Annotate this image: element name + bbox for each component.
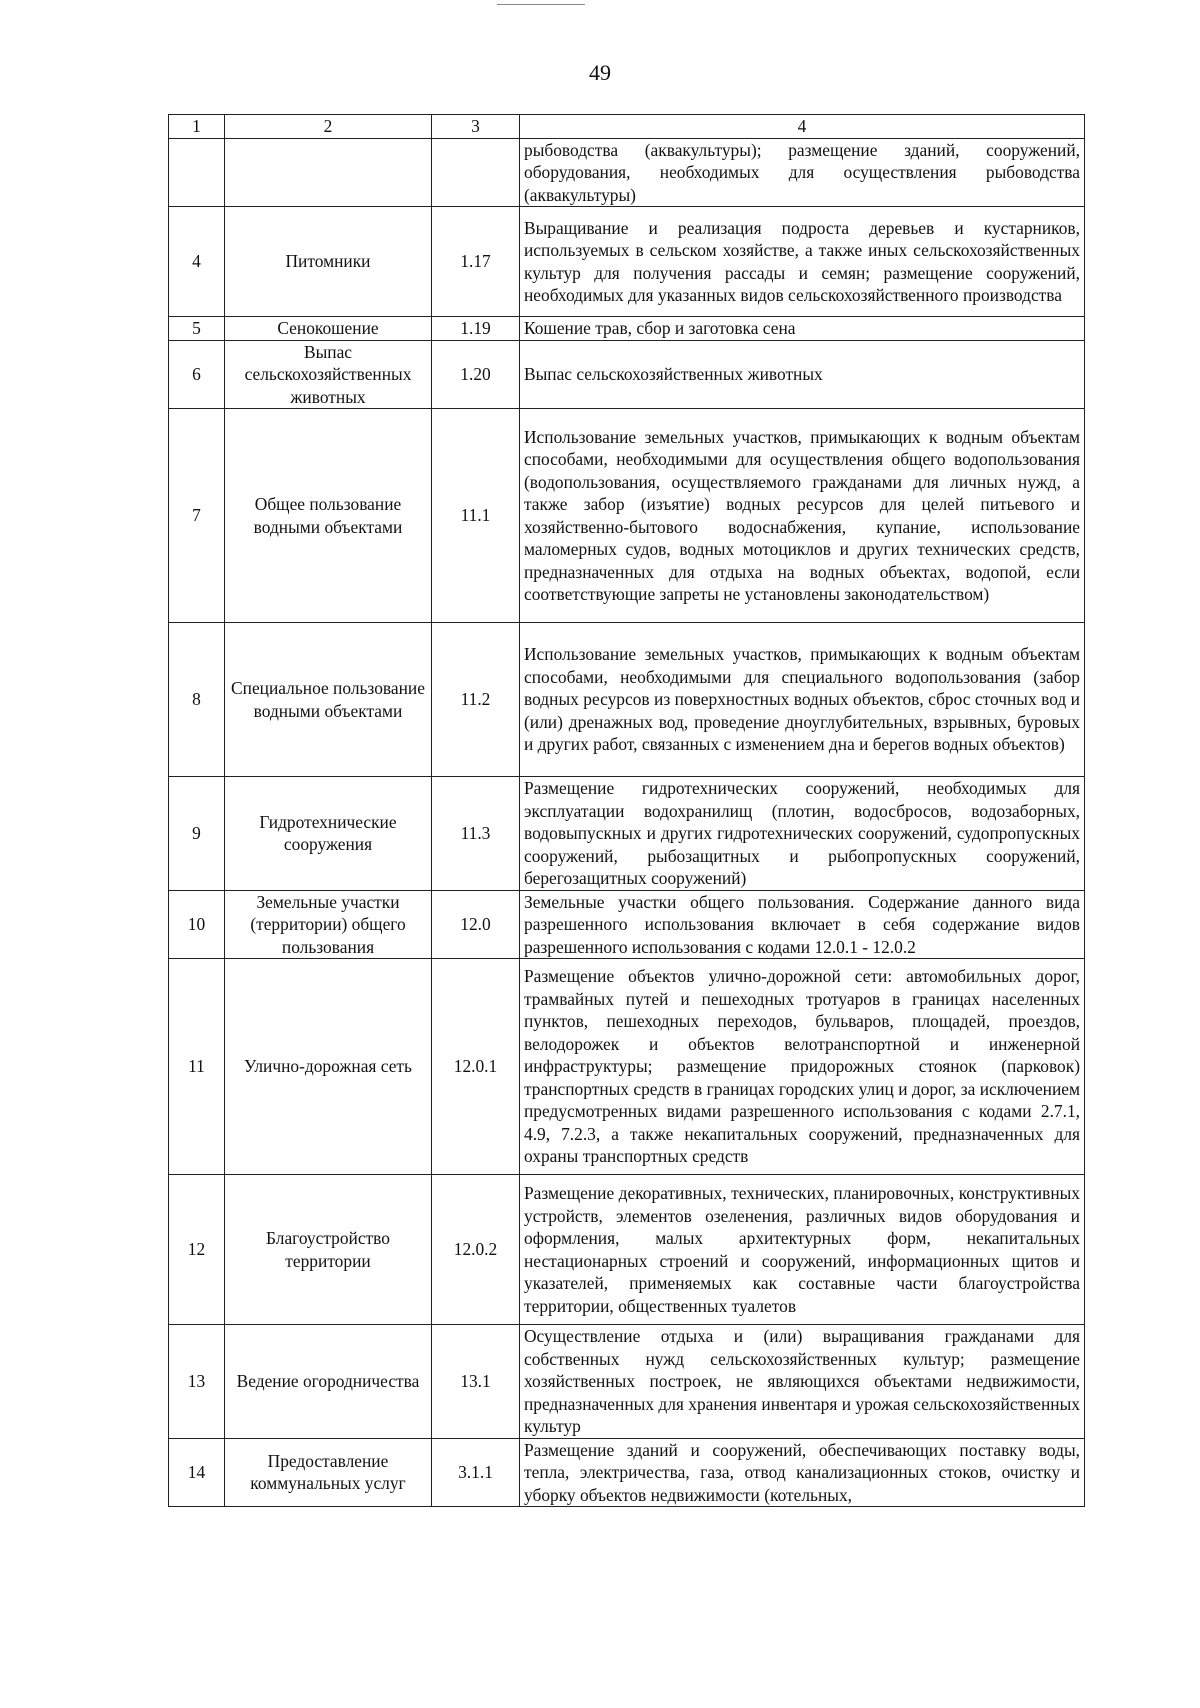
row-number: 6 [169,340,225,409]
land-use-description: Кошение трав, сбор и заготовка сена [520,317,1085,341]
row-number: 12 [169,1175,225,1325]
table-row [169,317,1085,341]
row-number: 4 [169,207,225,317]
land-use-code: 1.17 [432,207,520,317]
land-use-description: Размещение декоративных, технических, планировочных, конструктивных устройств, элементов озеленения, различных видов оборудования и оформления, малых архитектурных форм, некапитальных нестационарных строений и сооружений, информационных щитов и указателей, применяемых как составные части благоустройства территории, общественных туалетов [520,1175,1085,1325]
land-use-name: Специальное пользование водными объектами [225,623,432,777]
land-use-name: Выпас сельскохозяйственных животных [225,340,432,409]
land-use-code: 3.1.1 [432,1438,520,1507]
land-use-description: Осуществление отдыха и (или) выращивания гражданами для собственных нужд сельскохозяйственных культур; размещение хозяйственных построек, не являющихся объектами недвижимости, предназначенных для хранения инвентаря и урожая сельскохозяйственных культур [520,1325,1085,1439]
table-row [169,777,1085,891]
table-row [169,1175,1085,1325]
land-use-name [225,138,432,207]
header-col-1: 1 [169,115,225,139]
row-number: 10 [169,890,225,959]
land-use-name: Гидротехнические сооружения [225,777,432,891]
land-use-description: Выпас сельскохозяйственных животных [520,340,1085,409]
header-col-4: 4 [520,115,1085,139]
land-use-description: Размещение зданий и сооружений, обеспечивающих поставку воды, тепла, электричества, газа, отвод канализационных стоков, очистку и уборку объектов недвижимости (котельных, [520,1438,1085,1507]
land-use-code: 11.2 [432,623,520,777]
land-use-code: 13.1 [432,1325,520,1439]
row-number: 9 [169,777,225,891]
row-number: 7 [169,409,225,623]
land-use-name: Улично-дорожная сеть [225,959,432,1175]
table-row [169,623,1085,777]
land-use-code: 1.20 [432,340,520,409]
land-use-code [432,138,520,207]
land-use-description: Выращивание и реализация подроста деревьев и кустарников, используемых в сельском хозяйстве, а также иных сельскохозяйственных культур для получения рассады и семян; размещение сооружений, необходимых для указанных видов сельскохозяйственного производства [520,207,1085,317]
land-use-name: Питомники [225,207,432,317]
scan-mark [497,4,585,5]
table-row [169,959,1085,1175]
land-use-description: Размещение гидротехнических сооружений, необходимых для эксплуатации водохранилищ (плотин, водосбросов, водозаборных, водовыпускных и других гидротехнических сооружений, судопропускных сооружений, рыбозащитных и рыбопропускных сооружений, берегозащитных сооружений) [520,777,1085,891]
table-row [169,340,1085,409]
table-row [169,1325,1085,1439]
row-number: 14 [169,1438,225,1507]
table-row [169,890,1085,959]
row-number [169,138,225,207]
header-col-3: 3 [432,115,520,139]
page-number: 49 [589,60,611,85]
land-use-code: 11.3 [432,777,520,891]
land-use-description: Использование земельных участков, примыкающих к водным объектам способами, необходимыми для осуществления общего водопользования (водопользования, осуществляемого гражданами для личных нужд, а также забор (изъятие) водных ресурсов для целей питьевого и хозяйственно-бытового водоснабжения, купание, использование маломерных судов, водных мотоциклов и других технических средств, предназначенных для отдыха на водных объектах, водопой, если соответствующие запреты не установлены законодательством) [520,409,1085,623]
row-number: 8 [169,623,225,777]
land-use-code: 11.1 [432,409,520,623]
table-header-row [169,115,1085,139]
table-row [169,1438,1085,1507]
table-row [169,409,1085,623]
land-use-name: Земельные участки (территории) общего пользования [225,890,432,959]
land-use-name: Предоставление коммунальных услуг [225,1438,432,1507]
land-use-code: 12.0.2 [432,1175,520,1325]
land-use-code: 1.19 [432,317,520,341]
land-use-description: рыбоводства (аквакультуры); размещение зданий, сооружений, оборудования, необходимых для осуществления рыбоводства (аквакультуры) [520,138,1085,207]
land-use-description: Размещение объектов улично-дорожной сети: автомобильных дорог, трамвайных путей и пешеходных тротуаров в границах населенных пунктов, пешеходных переходов, бульваров, площадей, проездов, велодорожек и объектов велотранспортной и инженерной инфраструктуры; размещение придорожных стоянок (парковок) транспортных средств в границах городских улиц и дорог, за исключением предусмотренных видами разрешенного использования с кодами 2.7.1, 4.9, 7.2.3, а также некапитальных сооружений, предназначенных для охраны транспортных средств [520,959,1085,1175]
land-use-description: Использование земельных участков, примыкающих к водным объектам способами, необходимыми для специального водопользования (забор водных ресурсов из поверхностных водных объектов, сброс сточных вод и (или) дренажных вод, проведение дноуглубительных, взрывных, буровых и других работ, связанных с изменением дна и берегов водных объектов) [520,623,1085,777]
land-use-code: 12.0 [432,890,520,959]
land-use-name: Ведение огородничества [225,1325,432,1439]
row-number: 5 [169,317,225,341]
row-number: 11 [169,959,225,1175]
land-use-code: 12.0.1 [432,959,520,1175]
header-col-2: 2 [225,115,432,139]
land-use-name: Благоустройство территории [225,1175,432,1325]
land-use-description: Земельные участки общего пользования. Содержание данного вида разрешенного использования включает в себя содержание видов разрешенного использования с кодами 12.0.1 - 12.0.2 [520,890,1085,959]
land-use-name: Общее пользование водными объектами [225,409,432,623]
table-row [169,207,1085,317]
land-use-table [168,114,1085,1507]
land-use-name: Сенокошение [225,317,432,341]
row-number: 13 [169,1325,225,1439]
table-row [169,138,1085,207]
